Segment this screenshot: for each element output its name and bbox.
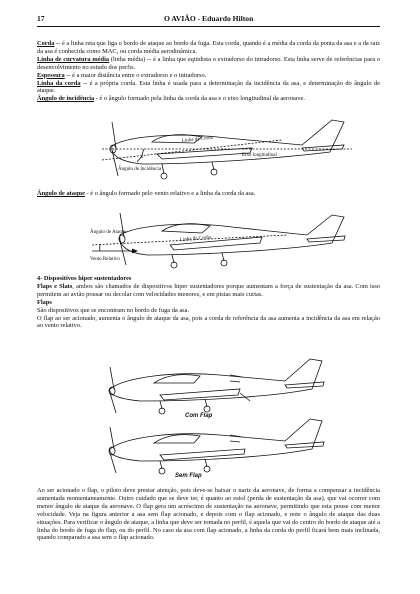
with-flap-label: Com Flap: [185, 413, 213, 419]
chord-line-label: Linha da Corda: [181, 135, 214, 144]
section-hiper-sustentadores: [37, 275, 380, 330]
page-header: [37, 14, 380, 27]
incidence-angle-figure: [82, 112, 362, 187]
flaps-subheading: Flaps: [37, 298, 52, 306]
without-flap-label: Sem Flap: [175, 473, 202, 479]
incidence-angle-label: Ângulo de Incidência: [118, 167, 162, 172]
page-number: 17: [37, 14, 45, 23]
attack-angle-figure: [82, 205, 362, 277]
flaps-slats-paragraph: Flaps e Slats, ambos são chamados de dispositivos hiper sustentadores porque aumentam a força de sustentação da asa. Com isso permitem ao avião pousar ou decolar com velocidades menores, e em pistas mais curtas.: [37, 282, 380, 298]
definition-linha-media: Linha de curvatura média (linha média) -- é a linha que eqüidista o extradorso do intradorso. Esta linha serve de referências para o desenvolvimento no estudo dos perfis.: [37, 55, 381, 71]
chord-line-label-2: Linha da Corda: [179, 235, 212, 243]
flaps-paragraph-2: O flap ao ser acionado, aumenta o ângulo de ataque da asa, pois a corda de referência da asa aumenta a incidência da asa em relação ao vento relativo.: [37, 314, 380, 330]
definitions-block: [37, 40, 380, 103]
definition-espessura: Espessura -- é a maior distância entre o extradorso e o intradorso.: [37, 71, 207, 79]
flaps-paragraph-1: São dispositivos que se encontram no bordo de fuga da asa.: [37, 306, 190, 314]
definition-incidencia: Ângulo de incidência - é o ângulo formado pela linha da corda da asa e o eixo longitudinal da aeronave.: [37, 95, 305, 103]
closing-paragraph: Ao ser acionado o flap, o piloto deve prestar atenção, pois deve-se baixar o nariz da aeronave, de forma a compensar a incidência aumentada momentaneamente. Outro cuidado que se deve ter, é quanto ao estol (perda de sustentação da asa), que vai ocorrer com menor ângulo de ataque da aeronave. O flap gera um acréscimo de sustentação na aeronave, permitindo que esta pouse com menor velocidade. Veja na figura anterior a asa sem flap acionado, e depois com o flap acionado, e note o ângulo de ataque das duas situações. Para verificar o ângulo de ataque, a linha que deve ser tomada no perfil, é aquela que vai do centro do bordo de ataque até a linha do bordo de fuga do flap, ou do perfil. No caso da asa com flap acionado, a linha da corda do perfil ficará bem mais inclinada, quando comparado a asa sem o flap acionado.: [37, 487, 380, 542]
definition-linha-corda: Linha da corda -- é a própria corda. Esta linha é usada para a determinação da incidência da asa, e determinação do ângulo de ataque.: [37, 79, 381, 95]
page-title: O AVIÃO - Eduardo Hilton: [164, 14, 254, 23]
relative-wind-label: Vento Relativo: [90, 257, 120, 262]
attack-angle-label: Ângulo de Ataque: [90, 230, 127, 235]
flap-comparison-figure: [90, 355, 340, 480]
longitudinal-axis-label: Eixo longitudinal: [242, 153, 277, 158]
definition-corda: Corda -- é a linha reta que liga o bordo de ataque ao bordo da fuga. Esta corda, quando é a média da corda da ponta da asa e a da raiz da asa é conhecida como MAC, ou corda média aerodinâmica.: [37, 40, 380, 55]
attack-angle-definition: Ângulo de ataque - é o ângulo formado pelo vento relativo e a linha da corda da asa.: [37, 190, 256, 197]
section-heading: 4- Dispositivos hiper sustentadores: [37, 275, 132, 282]
